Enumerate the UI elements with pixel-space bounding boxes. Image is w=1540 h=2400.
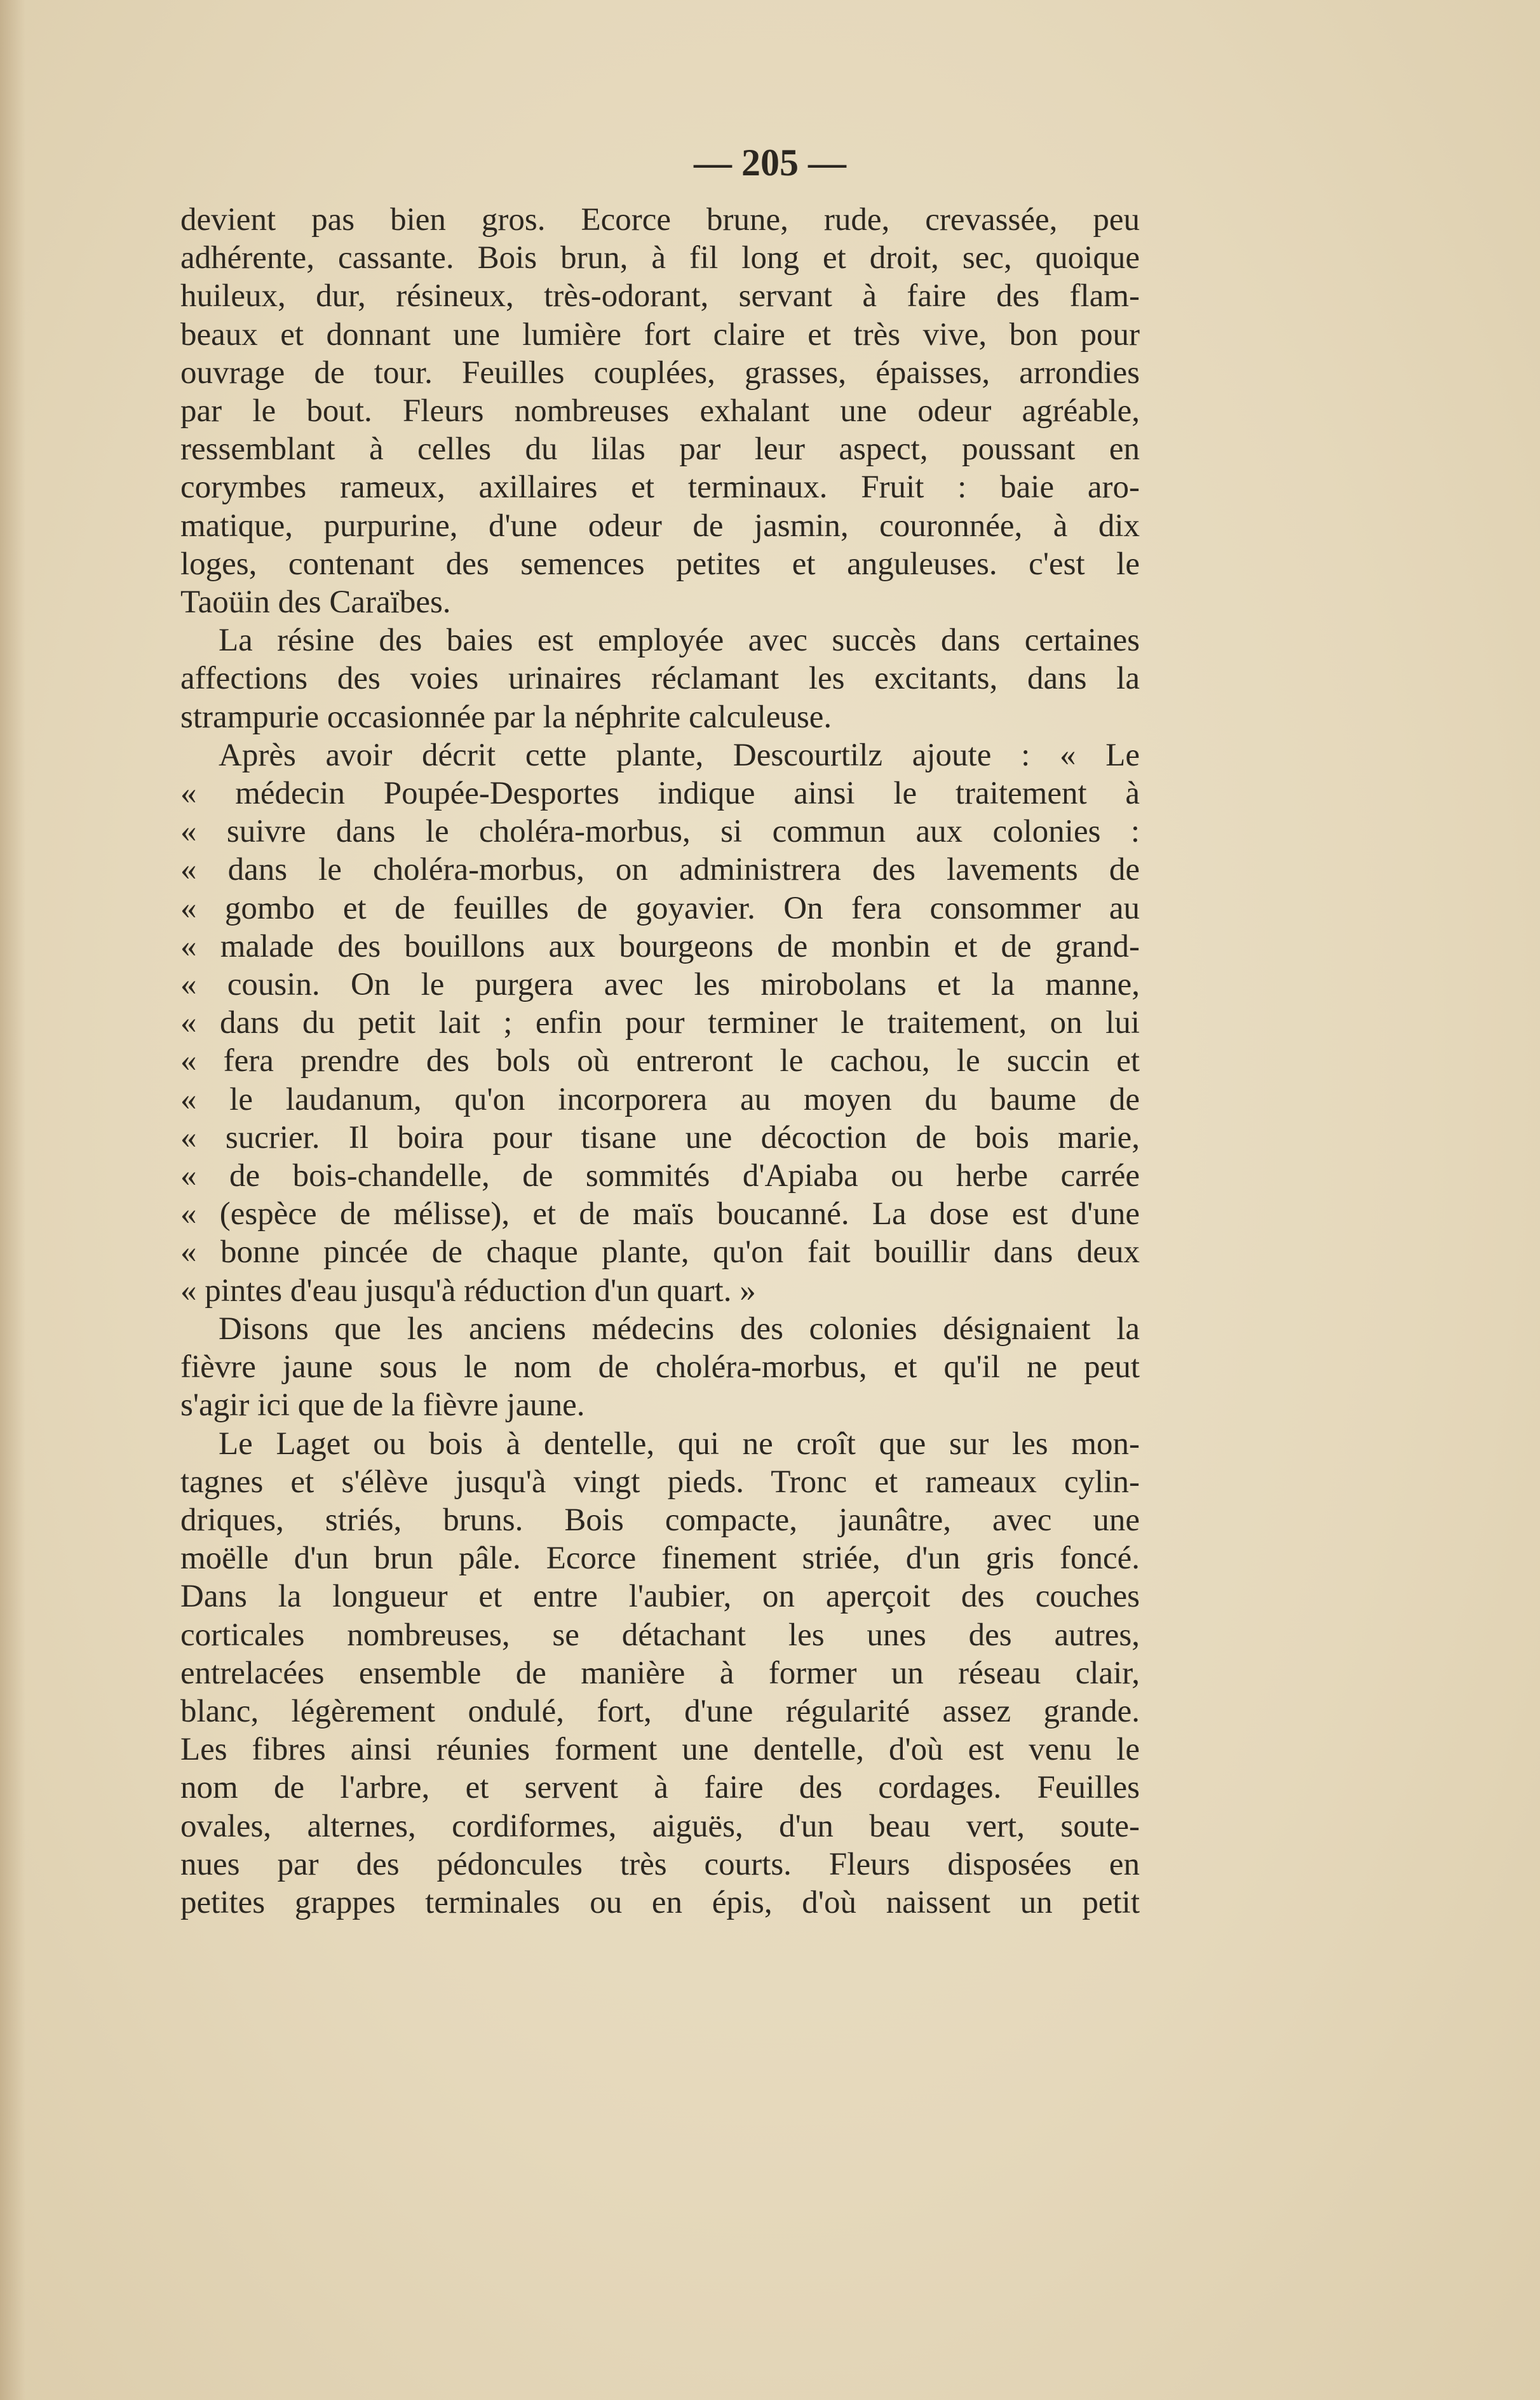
text-line: ressemblant à celles du lilas par leur aspect, poussant en xyxy=(180,431,1140,468)
text-line: huileux, dur, résineux, très-odorant, servant à faire des flam- xyxy=(180,278,1140,314)
text-line: moëlle d'un brun pâle. Ecorce finement striée, d'un gris foncé. xyxy=(180,1540,1140,1577)
text-line: « dans du petit lait ; enfin pour terminer le traitement, on lui xyxy=(180,1005,1140,1041)
body-text xyxy=(180,201,1140,1922)
text-line: par le bout. Fleurs nombreuses exhalant une odeur agréable, xyxy=(180,393,1140,429)
text-line: La résine des baies est employée avec succès dans certaines xyxy=(219,623,1140,659)
text-line: strampurie occasionnée par la néphrite calculeuse. xyxy=(180,699,832,735)
text-line: tagnes et s'élève jusqu'à vingt pieds. Tronc et rameaux cylin- xyxy=(180,1464,1140,1500)
text-line: loges, contenant des semences petites et anguleuses. c'est le xyxy=(180,546,1140,582)
text-line: « bonne pincée de chaque plante, qu'on fait bouillir dans deux xyxy=(180,1234,1140,1271)
text-line: « suivre dans le choléra-morbus, si commun aux colonies : xyxy=(180,814,1140,850)
text-line: entrelacées ensemble de manière à former un réseau clair, xyxy=(180,1655,1140,1691)
text-line: petites grappes terminales ou en épis, d'où naissent un petit xyxy=(180,1884,1140,1920)
text-line: « de bois-chandelle, de sommités d'Apiaba ou herbe carrée xyxy=(180,1158,1140,1194)
text-line: Le Laget ou bois à dentelle, qui ne croît que sur les mon- xyxy=(219,1426,1140,1462)
text-line: ouvrage de tour. Feuilles couplées, grasses, épaisses, arrondies xyxy=(180,354,1140,391)
text-line: nom de l'arbre, et servent à faire des cordages. Feuilles xyxy=(180,1770,1140,1806)
text-line: « cousin. On le purgera avec les mirobolans et la manne, xyxy=(180,967,1140,1003)
text-line: Les fibres ainsi réunies forment une dentelle, d'où est venu le xyxy=(180,1732,1140,1768)
text-line: Taoüin des Caraïbes. xyxy=(180,584,451,621)
text-line: « fera prendre des bols où entreront le cachou, le succin et xyxy=(180,1043,1140,1079)
text-line: « (espèce de mélisse), et de maïs boucanné. La dose est d'une xyxy=(180,1196,1140,1232)
text-line: affections des voies urinaires réclamant les excitants, dans la xyxy=(180,661,1140,697)
text-line: ovales, alternes, cordiformes, aiguës, d'un beau vert, soute- xyxy=(180,1808,1140,1844)
text-line: Après avoir décrit cette plante, Descourtilz ajoute : « Le xyxy=(219,737,1140,773)
text-line: « gombo et de feuilles de goyavier. On fera consommer au xyxy=(180,890,1140,926)
text-line: « pintes d'eau jusqu'à réduction d'un quart. » xyxy=(180,1272,756,1309)
text-line: « malade des bouillons aux bourgeons de monbin et de grand- xyxy=(180,928,1140,964)
text-line: devient pas bien gros. Ecorce brune, rude, crevassée, peu xyxy=(180,202,1140,238)
text-line: « le laudanum, qu'on incorporera au moyen du baume de xyxy=(180,1081,1140,1117)
page-number: — 205 — xyxy=(694,142,846,184)
text-line: « médecin Poupée-Desportes indique ainsi le traitement à xyxy=(180,776,1140,812)
text-line: fièvre jaune sous le nom de choléra-morbus, et qu'il ne peut xyxy=(180,1349,1140,1385)
text-line: beaux et donnant une lumière fort claire et très vive, bon pour xyxy=(180,316,1140,353)
text-line: Dans la longueur et entre l'aubier, on aperçoit des couches xyxy=(180,1579,1140,1615)
page-edge-shadow xyxy=(0,0,25,2400)
text-line: adhérente, cassante. Bois brun, à fil long et droit, sec, quoique xyxy=(180,240,1140,276)
text-line: Disons que les anciens médecins des colonies désignaient la xyxy=(219,1311,1140,1347)
text-line: corticales nombreuses, se détachant les unes des autres, xyxy=(180,1617,1140,1653)
text-line: « sucrier. Il boira pour tisane une décoction de bois marie, xyxy=(180,1119,1140,1156)
text-line: corymbes rameux, axillaires et terminaux. Fruit : baie aro- xyxy=(180,469,1140,506)
text-line: blanc, légèrement ondulé, fort, d'une régularité assez grande. xyxy=(180,1693,1140,1729)
text-line: nues par des pédoncules très courts. Fleurs disposées en xyxy=(180,1846,1140,1882)
text-line: « dans le choléra-morbus, on administrera des lavements de xyxy=(180,852,1140,888)
text-line: s'agir ici que de la fièvre jaune. xyxy=(180,1387,585,1424)
text-line: matique, purpurine, d'une odeur de jasmin, couronnée, à dix xyxy=(180,508,1140,544)
text-line: driques, striés, bruns. Bois compacte, jaunâtre, avec une xyxy=(180,1502,1140,1538)
